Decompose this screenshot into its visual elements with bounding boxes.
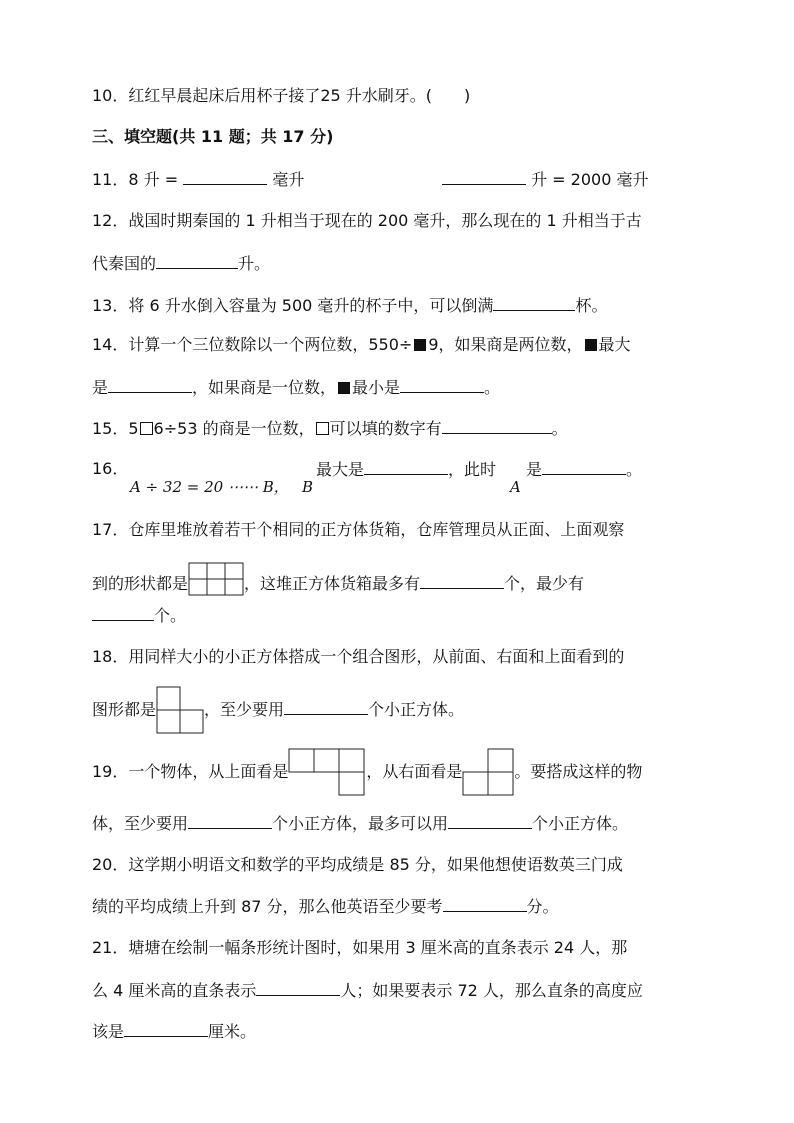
q14-blank-1[interactable]	[108, 376, 192, 393]
question-17-cont2	[92, 604, 186, 627]
question-21-cont	[92, 979, 643, 1002]
q11-blank-2[interactable]	[442, 168, 526, 185]
section-title: 三、填空题(共 11 题；共 17 分)	[92, 127, 334, 146]
q14-line1a: 14．计算一个三位数除以一个两位数，550÷	[92, 335, 413, 354]
question-12-cont	[92, 252, 270, 275]
q16-equation: A ÷ 32 = 20 ⋯⋯ B，	[130, 478, 289, 496]
q18-line2c: 个小正方体。	[368, 700, 465, 719]
question-10	[92, 85, 470, 107]
q17-blank-2[interactable]	[92, 604, 154, 621]
q12-line2b: 升。	[238, 254, 271, 273]
q14-line2a: 是	[92, 378, 109, 397]
q13-part1: 13．将 6 升水倒入容量为 500 毫升的杯子中，可以倒满	[92, 296, 494, 315]
q19-blank-1[interactable]	[188, 812, 272, 829]
l-shape-figure	[156, 686, 204, 734]
q16-text3: 是	[526, 460, 543, 479]
q16-blank-2[interactable]	[542, 458, 626, 475]
three-squares-row-figure	[188, 562, 244, 596]
q21-line1: 21．塘塘在绘制一幅条形统计图时，如果用 3 厘米高的直条表示 24 人，那	[92, 938, 628, 957]
q20-blank[interactable]	[443, 895, 527, 912]
q18-line1: 18．用同样大小的小正方体搭成一个组合图形，从前面、右面和上面看到的	[92, 647, 625, 666]
q18-line2b: ，至少要用	[204, 700, 285, 719]
top-view-figure	[288, 748, 366, 796]
question-19	[92, 748, 642, 796]
q17-line2a: 到的形状都是	[92, 574, 189, 593]
q21-line3b: 厘米。	[208, 1022, 257, 1041]
q16-var-a: A	[510, 478, 521, 496]
q20-line1: 20．这学期小明语文和数学的平均成绩是 85 分，如果他想使语数英三门成	[92, 855, 623, 874]
q13-blank[interactable]	[493, 294, 575, 311]
question-14	[92, 334, 631, 356]
question-11-second	[442, 168, 648, 191]
q16-rest-2	[526, 458, 642, 481]
question-20	[92, 854, 623, 876]
q17-line1: 17．仓库里堆放着若干个相同的正方体货箱，仓库管理员从正面、上面观察	[92, 520, 625, 539]
question-18-cont	[92, 686, 464, 734]
right-view-figure	[462, 748, 514, 796]
filled-square-icon	[338, 382, 350, 394]
q19-line1a: 19．一个物体，从上面看是	[92, 762, 289, 781]
q21-line2b: 人；如果要表示 72 人，那么直条的高度应	[340, 981, 643, 1000]
q16-text4: 。	[626, 460, 643, 479]
q13-part2: 杯。	[575, 296, 608, 315]
q16-var-b: B	[302, 478, 314, 496]
q21-blank-2[interactable]	[124, 1020, 208, 1037]
q15-blank[interactable]	[442, 417, 552, 434]
q16-text1: 最大是	[316, 460, 365, 479]
q11-part2: 毫升	[272, 170, 305, 189]
q17-line3: 个。	[154, 606, 187, 625]
q21-blank-1[interactable]	[256, 979, 340, 996]
q14-line1c: 最大	[598, 335, 631, 354]
q11-blank-1[interactable]	[183, 168, 267, 185]
question-13	[92, 294, 607, 317]
q16-blank-1[interactable]	[364, 458, 448, 475]
filled-square-icon	[414, 339, 426, 351]
q16-text2: ，此时	[448, 460, 497, 479]
q14-line2b: ，如果商是一位数，	[192, 378, 337, 397]
q11-part3: 升 = 2000 毫升	[531, 170, 649, 189]
q20-line2b: 分。	[526, 897, 559, 916]
q14-blank-2[interactable]	[400, 376, 484, 393]
q21-line3a: 该是	[92, 1022, 125, 1041]
question-20-cont	[92, 895, 559, 918]
q12-blank[interactable]	[156, 252, 238, 269]
q16-rest	[316, 458, 496, 481]
question-21-cont2	[92, 1020, 256, 1043]
question-11	[92, 168, 304, 191]
q21-line2a: 么 4 厘米高的直条表示	[92, 981, 257, 1000]
q17-line2c: 个，最少有	[504, 574, 585, 593]
q14-line1b: 9，如果商是两位数，	[428, 335, 583, 354]
empty-square-icon	[316, 422, 329, 435]
question-19-cont	[92, 812, 628, 835]
q10-text: 10．红红早晨起床后用杯子接了25 升水刷牙。( )	[92, 86, 471, 105]
q19-line2b: 个小正方体，最多可以用	[272, 814, 449, 833]
question-17-cont	[92, 562, 584, 596]
q11-part1: 11．8 升 =	[92, 170, 179, 189]
q15-part1: 15．5	[92, 419, 139, 438]
question-15	[92, 417, 568, 440]
q15-part4: 。	[551, 419, 568, 438]
q17-blank-1[interactable]	[420, 572, 504, 589]
question-14-cont	[92, 376, 500, 399]
q19-line1c: 。要搭成这样的物	[514, 762, 643, 781]
q12-line1: 12．战国时期秦国的 1 升相当于现在的 200 毫升，那么现在的 1 升相当于古	[92, 211, 642, 230]
q15-part3: 可以填的数字有	[329, 419, 442, 438]
q19-line2c: 个小正方体。	[532, 814, 629, 833]
filled-square-icon	[585, 339, 597, 351]
q16-number: 16．	[92, 459, 129, 478]
q19-line1b: ，从右面看是	[366, 762, 463, 781]
question-17	[92, 519, 624, 541]
empty-square-icon	[140, 422, 153, 435]
q14-line2c: 最小是	[352, 378, 401, 397]
q18-line2a: 图形都是	[92, 700, 157, 719]
question-21	[92, 937, 627, 959]
q15-part2: 6÷53 的商是一位数，	[153, 419, 315, 438]
q12-line2a: 代秦国的	[92, 254, 157, 273]
q14-line2d: 。	[484, 378, 501, 397]
question-12	[92, 210, 642, 232]
q19-line2a: 体，至少要用	[92, 814, 189, 833]
q19-blank-2[interactable]	[448, 812, 532, 829]
question-18	[92, 646, 624, 668]
q18-blank[interactable]	[284, 698, 368, 715]
q20-line2a: 绩的平均成绩上升到 87 分，那么他英语至少要考	[92, 897, 443, 916]
q17-line2b: ，这堆正方体货箱最多有	[244, 574, 421, 593]
